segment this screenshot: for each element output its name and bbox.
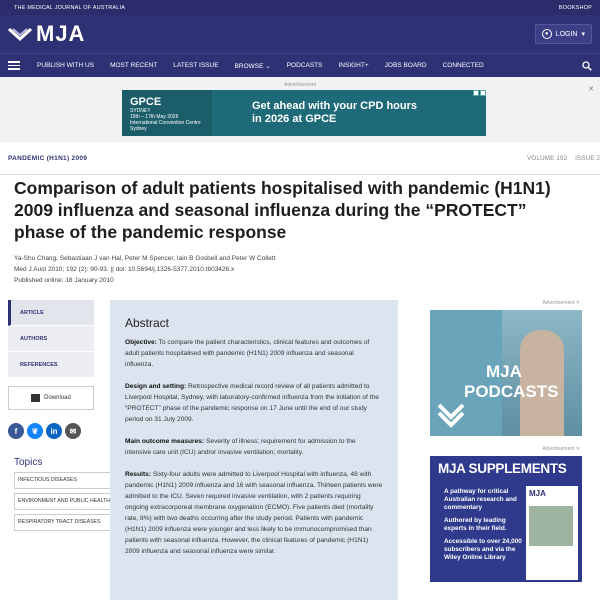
abstract-panel xyxy=(110,300,398,600)
logo-chevron-icon xyxy=(8,26,32,42)
close-icon[interactable]: ✕ xyxy=(588,86,594,93)
topic-tag[interactable]: ENVIRONMENT AND PUBLIC HEALTH xyxy=(14,493,116,510)
search-icon[interactable] xyxy=(582,61,592,71)
nav-latest-issue[interactable]: LATEST ISSUE xyxy=(173,62,219,69)
nav-most-recent[interactable]: MOST RECENT xyxy=(110,62,158,69)
close-icon[interactable]: ✕ xyxy=(575,300,580,306)
journal-name: THE MEDICAL JOURNAL OF AUSTRALIA xyxy=(14,4,126,11)
topics-list xyxy=(14,472,116,535)
email-icon[interactable]: ✉ xyxy=(65,423,81,439)
abstract-results: Results: Sixty-four adults were admitted to Liverpool Hospital with influenza, 48 with pandemic (H1N1) 2009 influenza and 16 with seasonal influenza. Thirteen patients were admitted to the ICU. Seven required invasive ventilation, with 2 patients requiring ongoing extracorporeal membrane oxygenation (ECMO). Five patients died (mortality rate, 8%) with two deaths occurring after the study period. Patients with pandemic (H1N1) 2009 influenza were younger and less likely to be immunocompromised than patients with seasonal influenza. However, the clinical features of pandemic (H1N1) 2009 influenza and seasonal influenza were similar. xyxy=(125,471,383,555)
ad-label: Advertisement xyxy=(284,82,316,88)
nav-jobs-board[interactable]: JOBS BOARD xyxy=(384,62,427,69)
volume-label[interactable]: VOLUME 192 xyxy=(526,154,568,162)
download-button[interactable] xyxy=(8,386,94,410)
share-bar xyxy=(8,423,81,439)
hamburger-menu-icon[interactable] xyxy=(8,59,20,72)
nav-insight[interactable]: INSIGHT+ xyxy=(338,62,369,69)
citation: Med J Aust 2010; 192 (2): 90-93. || doi: 10.5694/j.1326-5377.2010.tb03426.x xyxy=(14,266,235,273)
close-icon[interactable]: ✕ xyxy=(575,446,580,452)
bookshop-link[interactable]: BOOKSHOP xyxy=(558,4,592,11)
sidenav-references[interactable]: REFERENCES xyxy=(8,352,94,378)
ad-label: Advertisement ✕ xyxy=(542,446,580,452)
chevron-logo-icon xyxy=(436,400,466,430)
volume-issue xyxy=(527,155,600,162)
topic-tag[interactable]: RESPIRATORY TRACT DISEASES xyxy=(14,514,116,531)
published-date: Published online: 18 January 2010 xyxy=(14,277,114,284)
pdf-icon xyxy=(31,394,40,402)
nav-podcasts[interactable]: PODCASTS xyxy=(286,62,323,69)
chevron-down-icon: ⌄ xyxy=(265,62,271,70)
sidenav-article[interactable]: ARTICLE xyxy=(8,300,94,326)
mja-supplements-ad[interactable] xyxy=(430,456,582,582)
article-title: Comparison of adult patients hospitalised with pandemic (H1N1) 2009 influenza and seasonal influenza during the “PROTECT” phase of the pandemic response xyxy=(14,178,551,242)
mja-small-logo: MJA xyxy=(534,564,558,576)
section-tag[interactable]: PANDEMIC (H1N1) 2009 xyxy=(8,154,88,162)
linkedin-icon[interactable]: in xyxy=(46,423,62,439)
nav-browse[interactable]: BROWSE ⌄ xyxy=(234,62,271,70)
site-header xyxy=(0,15,600,53)
mja-podcasts-ad[interactable] xyxy=(430,310,582,436)
chevron-down-icon: ▾ xyxy=(581,31,585,38)
authors[interactable]: Ya-Shu Chang, Sebastiaan J van Hal, Peter M Spencer, Iain B Gosbell and Peter W Collett xyxy=(14,255,276,262)
main-nav xyxy=(0,53,600,77)
podcast-mja: MJA xyxy=(486,362,522,381)
abstract-design: Design and setting: Retrospective medical record review of all patients admitted to Liverpool Hospital, Sydney, with laboratory-confirmed influenza from the initiation of the “PROTECT” phase of the pandemic response on 17 June until the end of our study period on 31 July 2009. xyxy=(125,383,379,423)
download-label: Download xyxy=(44,395,71,401)
nav-publish[interactable]: PUBLISH WITH US xyxy=(37,62,95,69)
right-ad-column xyxy=(430,300,582,582)
gpce-logo: GPCE SYDNEY 15th – 17th May 2026 International Convention Centre Sydney xyxy=(122,90,212,136)
gpce-ad-banner[interactable] xyxy=(122,90,486,136)
topics-heading: Topics xyxy=(14,457,43,468)
issue-label[interactable]: ISSUE 2 xyxy=(575,154,600,162)
supplements-title: MJA SUPPLEMENTS xyxy=(438,461,567,476)
facebook-icon[interactable]: f xyxy=(8,423,24,439)
login-button[interactable] xyxy=(535,24,592,44)
article-sidenav xyxy=(8,300,94,378)
nav-connected[interactable]: CONNECTED xyxy=(442,62,484,69)
top-ad-area xyxy=(0,77,600,142)
mja-logo[interactable] xyxy=(8,21,85,47)
logo-text: MJA xyxy=(36,21,86,46)
article-meta xyxy=(14,253,574,286)
podcast-title: PODCASTS xyxy=(464,382,559,401)
top-utility-bar xyxy=(0,0,600,15)
user-icon: ● xyxy=(542,29,552,39)
ad-headline: Get ahead with your CPD hours in 2026 at GPCE xyxy=(252,100,418,125)
login-label: LOGIN xyxy=(555,30,578,38)
topic-tag[interactable]: INFECTIOUS DISEASES xyxy=(14,472,116,489)
breadcrumb xyxy=(0,142,600,175)
sidenav-authors[interactable]: AUTHORS xyxy=(8,326,94,352)
abstract-outcomes: Main outcome measures: Severity of illness; requirement for admission to the intensive care unit (ICU) and/or invasive ventilation; mortality. xyxy=(125,438,356,456)
ad-choices-icon[interactable] xyxy=(473,90,486,96)
supplement-cover-image: MJA xyxy=(526,486,578,580)
ad-label: Advertisement ✕ xyxy=(542,300,580,306)
supplements-bullets: A pathway for critical Australian research and commentary Authored by leading experts in their field. Accessible to over 24,000 subscribers and via the Wiley Online Library xyxy=(444,488,522,561)
bluesky-icon[interactable]: ❦ xyxy=(27,423,43,439)
abstract-objective: Objective: To compare the patient characteristics, clinical features and outcomes of adult patients hospitalised with pandemic (H1N1) 2009 influenza and seasonal influenza. xyxy=(125,339,370,368)
abstract-heading: Abstract xyxy=(125,316,170,330)
